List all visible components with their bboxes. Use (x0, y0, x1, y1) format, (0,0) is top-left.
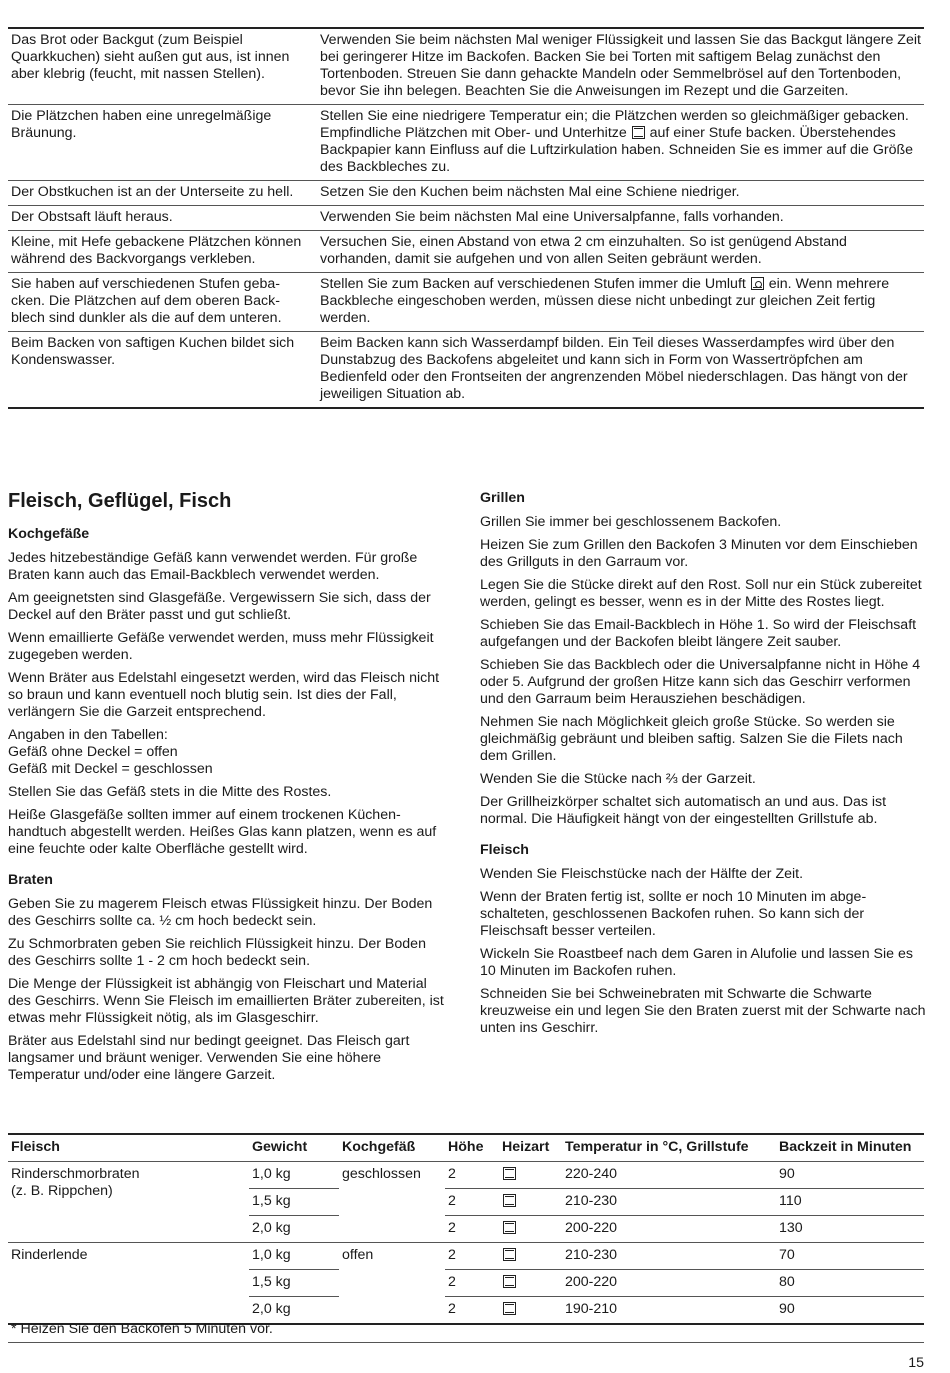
heat-mode-cell (499, 1243, 562, 1270)
paragraph: Die Menge der Flüssigkeit ist abhängig von Fleischart und Material des Geschirrs. Wenn Sie Fleisch im emaillierten Bräter zubereiten, ist etwas mehr Flüssigkeit nötig, als im Glasgeschirr. (8, 976, 444, 1026)
temperature-cell: 190-210 (562, 1297, 776, 1325)
heat-mode-cell (499, 1216, 562, 1243)
meat-name-cell (8, 1162, 249, 1243)
height-cell: 2 (445, 1270, 499, 1297)
time-cell: 90 (776, 1162, 924, 1189)
meat-name-cell: Rinderlende (8, 1243, 249, 1325)
text-line: Gefäß ohne Deckel = offen (8, 744, 178, 760)
top-bottom-heat-icon (503, 1248, 516, 1261)
table-row (8, 1162, 924, 1189)
paragraph: Am geeignetsten sind Glasgefäße. Vergewissern Sie sich, dass der Deckel auf den Bräter passt und gut schließt. (8, 590, 431, 623)
page-number: 15 (908, 1355, 924, 1371)
remedy-cell: Verwenden Sie beim nächsten Mal eine Universalpfanne, falls vorhanden. (317, 206, 924, 231)
paragraph: Schneiden Sie bei Schweinebraten mit Schwarte die Schwarte kreuzweise ein und legen Sie den Braten zuerst mit der Schwarte nach unten ins Geschirr. (480, 986, 926, 1036)
heat-mode-cell (499, 1162, 562, 1189)
remedy-cell: Verwenden Sie beim nächsten Mal weniger Flüssigkeit und lassen Sie das Backgut längere Zeit bei geringerer Hitze im Backofen. Backen Sie bei Torten mit saftigem Belag zunächst den Tortenboden. Streuen Sie dann gehackte Mandeln oder Semmelbrösel auf den Tortenboden, bevor Sie ihn belegen. Beachten Sie die Anweisungen im Rezept und die Garzeiten. (317, 28, 924, 105)
top-bottom-heat-icon (632, 126, 645, 139)
paragraph: Wenden Sie Fleischstücke nach der Hälfte der Zeit. (480, 866, 804, 882)
weight-cell: 1,0 kg (249, 1243, 339, 1270)
vessel-cell: geschlossen (339, 1162, 445, 1243)
remedy-cell (317, 105, 924, 181)
table-row (8, 206, 924, 231)
temperature-cell: 220-240 (562, 1162, 776, 1189)
temperature-cell: 200-220 (562, 1270, 776, 1297)
vessel-cell: offen (339, 1243, 445, 1325)
paragraph: Legen Sie die Stücke direkt auf den Rost. Soll nur ein Stück zubereitet werden, gelingt es besser, wenn es in der Mitte des Rostes liegt. (480, 577, 922, 610)
paragraph: Nehmen Sie nach Möglichkeit gleich große Stücke. So werden sie gleichmäßig gebräunt und bleiben saftig. Salzen Sie die Filets nach dem Grillen. (480, 714, 903, 764)
height-cell: 2 (445, 1162, 499, 1189)
remedy-text: ein. Wenn mehrere Backbleche eingeschoben werden, müssen diese nicht unbedingt zur gleichen Zeit fertig werden. (320, 276, 890, 326)
height-cell: 2 (445, 1189, 499, 1216)
meat-cooking-table (8, 1133, 924, 1325)
paragraph (8, 727, 451, 778)
top-bottom-heat-icon (503, 1221, 516, 1234)
remedy-cell: Versuchen Sie, einen Abstand von etwa 2 cm einzuhalten. So ist genügend Abstand vorhanden, damit sie aufgehen und von allen Seiten gebräunt werden. (317, 231, 924, 273)
column-header: Heizart (499, 1134, 562, 1162)
text-line: Angaben in den Tabellen: (8, 727, 168, 743)
heat-mode-cell (499, 1189, 562, 1216)
paragraph: Heizen Sie zum Grillen den Backofen 3 Minuten vor dem Einschieben des Grillguts in den Garraum vor. (480, 537, 918, 570)
table-row (8, 273, 924, 332)
convection-fan-icon (751, 277, 764, 290)
troubleshooting-table (8, 27, 924, 409)
text-line: Gefäß mit Deckel = geschlossen (8, 761, 213, 777)
paragraph: Bräter aus Edelstahl sind nur bedingt geeignet. Das Fleisch gart langsamer und bräunt weniger. Verwenden Sie eine höhere Temperatur und/oder eine längere Garzeit. (8, 1033, 410, 1083)
paragraph: Stellen Sie das Gefäß stets in die Mitte des Rostes. (8, 784, 332, 800)
paragraph: Heiße Glasgefäße sollten immer auf einem trockenen Küchenhandtuch abgestellt werden. Heißes Glas kann platzen, wenn es auf eine feuchte oder kalte Oberfläche gestellt wird. (8, 807, 437, 857)
remedy-text: Stellen Sie eine niedrigere Temperatur ein; die Plätzchen werden so gleichmäßiger gebacken. Empfindliche Plätzchen mit Ober- und Unterhitze (320, 108, 909, 141)
paragraph: Wenn der Braten fertig ist, sollte er noch 10 Minuten im abgeschalteten, geschlossenen Backofen ruhen. So kann sich der Fleischsaft besser verteilen. (480, 889, 867, 939)
subheading-fleisch: Fleisch (480, 842, 529, 858)
problem-cell: Der Obstkuchen ist an der Unterseite zu hell. (8, 181, 317, 206)
time-cell: 130 (776, 1216, 924, 1243)
section-title: Fleisch, Geflügel, Fisch (8, 490, 232, 512)
heat-mode-cell (499, 1270, 562, 1297)
paragraph: Jedes hitzebeständige Gefäß kann verwendet werden. Für große Braten kann auch das Email-Backblech verwendet werden. (8, 550, 418, 583)
problem-cell: Beim Backen von saftigen Kuchen bildet sich Kondenswasser. (8, 332, 317, 409)
height-cell: 2 (445, 1297, 499, 1325)
height-cell: 2 (445, 1216, 499, 1243)
height-cell: 2 (445, 1243, 499, 1270)
remedy-text: Stellen Sie zum Backen auf verschiedenen Stufen immer die Umluft (320, 276, 750, 292)
time-cell: 70 (776, 1243, 924, 1270)
remedy-cell: Setzen Sie den Kuchen beim nächsten Mal eine Schiene niedriger. (317, 181, 924, 206)
meat-name: Rinderschmorbraten (11, 1166, 140, 1182)
subheading-grillen: Grillen (480, 490, 525, 506)
problem-cell: Der Obstsaft läuft heraus. (8, 206, 317, 231)
paragraph: Grillen Sie immer bei geschlossenem Backofen. (480, 514, 782, 530)
troubleshooting-section (8, 27, 924, 409)
top-bottom-heat-icon (503, 1194, 516, 1207)
top-bottom-heat-icon (503, 1167, 516, 1180)
table-row (8, 105, 924, 181)
subheading-braten: Braten (8, 872, 53, 888)
temperature-cell: 210-230 (562, 1189, 776, 1216)
temperature-cell: 210-230 (562, 1243, 776, 1270)
paragraph: Wenn emaillierte Gefäße verwendet werden, muss mehr Flüssigkeit zugegeben werden. (8, 630, 434, 663)
weight-cell: 2,0 kg (249, 1297, 339, 1325)
problem-cell: Kleine, mit Hefe gebackene Plätzchen können während des Backvorgangs verkleben. (8, 231, 317, 273)
table-footnote: * Heizen Sie den Backofen 5 Minuten vor. (8, 1321, 924, 1343)
column-header: Gewicht (249, 1134, 339, 1162)
paragraph: Schieben Sie das Backblech oder die Universalpfanne nicht in Höhe 4 oder 5. Aufgrund der großen Hitze kann sich das Geschirr verformen und den Garraum beim Herausziehen beschädigen. (480, 657, 921, 707)
column-header: Temperatur in °C, Grillstufe (562, 1134, 776, 1162)
paragraph: Zu Schmorbraten geben Sie reichlich Flüssigkeit hinzu. Der Boden des Geschirrs sollte 1 - 2 cm hoch bedeckt sein. (8, 936, 426, 969)
top-bottom-heat-icon (503, 1302, 516, 1315)
paragraph: Geben Sie zu magerem Fleisch etwas Flüssigkeit hinzu. Der Boden des Geschirrs sollte ca. ½ cm hoch bedeckt sein. (8, 896, 433, 929)
paragraph: Wenden Sie die Stücke nach ⅔ der Garzeit. (480, 771, 756, 787)
column-header: Kochgefäß (339, 1134, 445, 1162)
table-row (8, 332, 924, 409)
weight-cell: 1,5 kg (249, 1270, 339, 1297)
meat-name-detail: (z. B. Rippchen) (11, 1183, 113, 1199)
time-cell: 110 (776, 1189, 924, 1216)
problem-cell: Die Plätzchen haben eine unregelmäßige Bräunung. (8, 105, 317, 181)
table-row (8, 1243, 924, 1270)
table-row (8, 181, 924, 206)
paragraph: Wenn Bräter aus Edelstahl eingesetzt werden, wird das Fleisch nicht so braun und kann eventuell noch blutig sein. Ist dies der Fall, verlängern Sie die Garzeit entsprechend. (8, 670, 440, 720)
weight-cell: 1,5 kg (249, 1189, 339, 1216)
column-header: Fleisch (8, 1134, 249, 1162)
column-header: Backzeit in Minuten (776, 1134, 924, 1162)
column-header: Höhe (445, 1134, 499, 1162)
remedy-cell (317, 273, 924, 332)
time-cell: 80 (776, 1270, 924, 1297)
table-row (8, 28, 924, 105)
weight-cell: 2,0 kg (249, 1216, 339, 1243)
problem-cell: Sie haben auf verschiedenen Stufen gebacken. Die Plätzchen auf dem oberen Backblech sind dunkler als die auf dem unteren. (8, 273, 317, 332)
left-column (8, 490, 451, 1090)
problem-cell: Das Brot oder Backgut (zum Beispiel Quarkkuchen) sieht außen gut aus, ist innen aber klebrig (feucht, mit nassen Stellen). (8, 28, 317, 105)
paragraph: Der Grillheizkörper schaltet sich automatisch an und aus. Das ist normal. Die Häufigkeit hängt von der eingestellten Grillstufe ab. (480, 794, 887, 827)
top-bottom-heat-icon (503, 1275, 516, 1288)
right-column (480, 490, 926, 1043)
heat-mode-cell (499, 1297, 562, 1325)
paragraph: Wickeln Sie Roastbeef nach dem Garen in Alufolie und lassen Sie es 10 Minuten im Backofen ruhen. (480, 946, 913, 979)
subheading-kochgefaesse: Kochgefäße (8, 526, 90, 542)
remedy-text: auf einer Stufe backen. Überstehendes Backpapier kann Einfluss auf die Luftzirkulation haben. Schneiden Sie es immer auf die Größe des Backbleches zu. (320, 125, 914, 175)
table-header-row (8, 1134, 924, 1162)
table-row (8, 231, 924, 273)
temperature-cell: 200-220 (562, 1216, 776, 1243)
paragraph: Schieben Sie das Email-Backblech in Höhe 1. So wird der Fleischsaft aufgefangen und der Backofen bleibt längere Zeit sauber. (480, 617, 917, 650)
time-cell: 90 (776, 1297, 924, 1325)
weight-cell: 1,0 kg (249, 1162, 339, 1189)
remedy-cell: Beim Backen kann sich Wasserdampf bilden. Ein Teil dieses Wasserdampfes wird über den Dunstabzug des Backofens abgeleitet und kann sich in Form von Wassertröpfchen am Bedienfeld oder den Frontseiten der angrenzenden Möbel niederschlagen. Das hängt von der jeweiligen Situation ab. (317, 332, 924, 409)
